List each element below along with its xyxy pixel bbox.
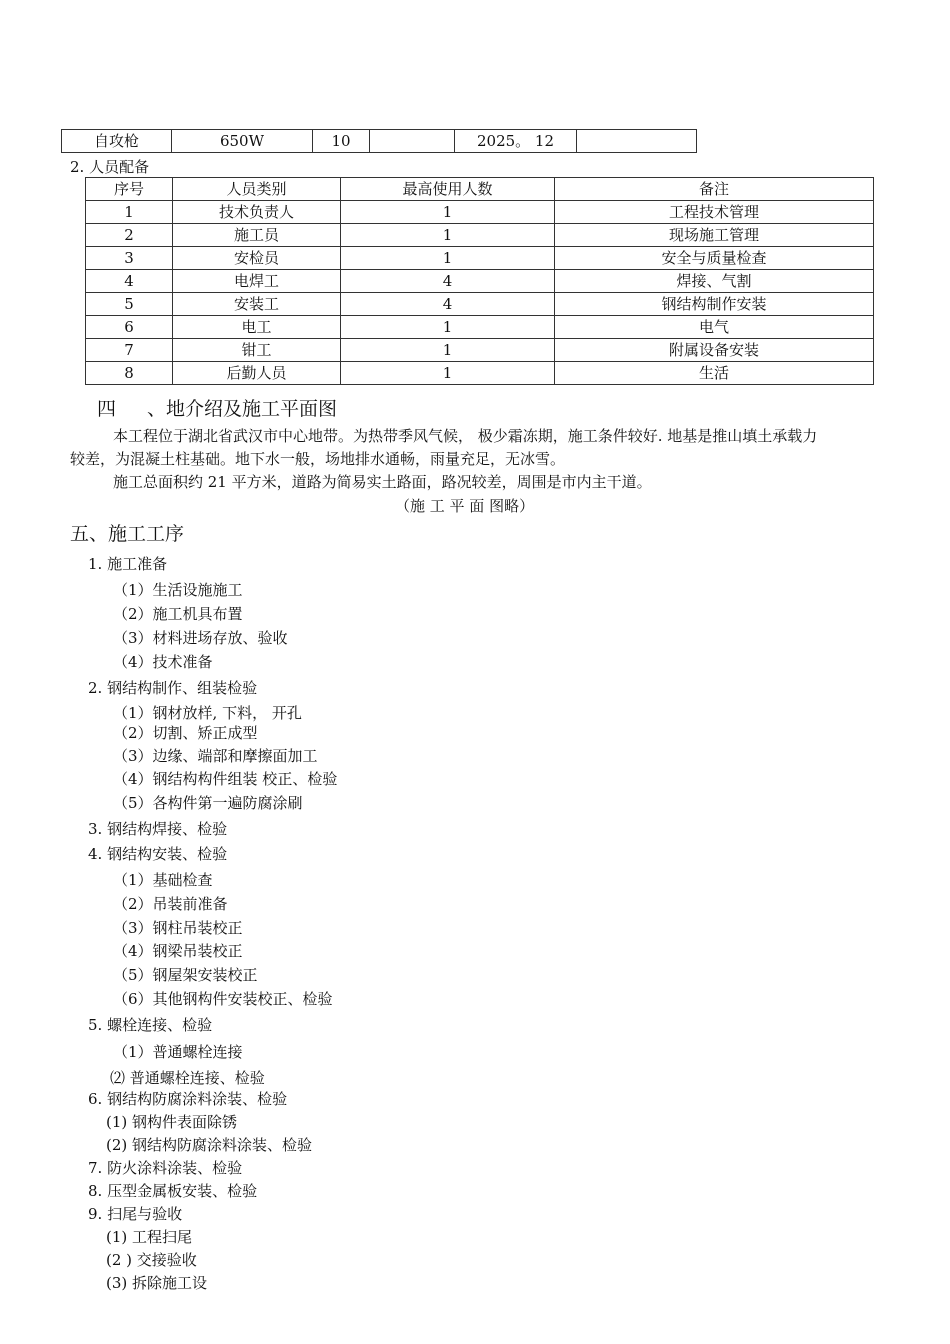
table-cell: 钢结构制作安装 <box>555 293 874 316</box>
list-item: （1）生活设施施工 <box>113 581 243 599</box>
list-item: (1) 工程扫尾 <box>106 1228 193 1246</box>
table-cell: 技术负责人 <box>173 201 341 224</box>
list-item: （2）施工机具布置 <box>113 605 243 623</box>
table-cell: 4 <box>86 270 173 293</box>
list-item: 7. 防火涂料涂装、检验 <box>88 1159 243 1177</box>
table-row <box>86 339 874 362</box>
table-cell: 自攻枪 <box>62 130 172 153</box>
list-item: 6. 钢结构防腐涂料涂装、检验 <box>88 1090 288 1108</box>
list-item: （1）普通螺栓连接 <box>113 1043 243 1061</box>
table-cell: 4 <box>341 270 555 293</box>
list-item: （2）切割、矫正成型 <box>113 724 258 742</box>
list-item: 9. 扫尾与验收 <box>88 1205 183 1223</box>
table-cell: 2025。 12 <box>455 130 577 153</box>
table-cell: 附属设备安装 <box>555 339 874 362</box>
paragraph-line: 本工程位于湖北省武汉市中心地带。为热带季风气候， 极少霜冻期，施工条件较好. 地基是推山填土承载力 <box>113 427 818 445</box>
table-row <box>86 201 874 224</box>
list-item: （5）各构件第一遍防腐涂刷 <box>113 794 303 812</box>
list-item: （4）技术准备 <box>113 653 213 671</box>
table-row <box>86 362 874 385</box>
table-cell: 10 <box>313 130 370 153</box>
list-item: （5）钢屋架安装校正 <box>113 966 258 984</box>
table-cell: 焊接、气割 <box>555 270 874 293</box>
figure-caption: （施 工 平 面 图略） <box>395 497 535 515</box>
list-item: (3) 拆除施工设 <box>106 1274 208 1292</box>
table-cell: 1 <box>341 316 555 339</box>
table-row <box>86 316 874 339</box>
table-cell: 施工员 <box>173 224 341 247</box>
table-header-cell: 备注 <box>555 178 874 201</box>
list-item: (1) 钢构件表面除锈 <box>106 1113 238 1131</box>
table-cell: 生活 <box>555 362 874 385</box>
list-item: (2) 钢结构防腐涂料涂装、检验 <box>106 1136 313 1154</box>
table-header-cell: 人员类别 <box>173 178 341 201</box>
list-item: (2 ) 交接验收 <box>106 1251 197 1269</box>
section-5-title: 五、施工工序 <box>70 523 185 545</box>
table-cell: 7 <box>86 339 173 362</box>
table-cell: 电气 <box>555 316 874 339</box>
table-cell: 钳工 <box>173 339 341 362</box>
table-cell: 1 <box>341 362 555 385</box>
table-header-cell: 最高使用人数 <box>341 178 555 201</box>
staff-table <box>85 177 874 385</box>
section-4-title: 、地介绍及施工平面图 <box>147 398 338 420</box>
list-item: （1）基础检查 <box>113 871 213 889</box>
list-item: 5. 螺栓连接、检验 <box>88 1016 213 1034</box>
table-cell: 安装工 <box>173 293 341 316</box>
table-cell: 3 <box>86 247 173 270</box>
table-cell: 安全与质量检查 <box>555 247 874 270</box>
list-item: （6）其他钢构件安装校正、检验 <box>113 990 333 1008</box>
table-row <box>86 293 874 316</box>
table-cell: 1 <box>341 224 555 247</box>
list-item: （4）钢结构构件组装 校正、检验 <box>113 770 338 788</box>
list-item: 4. 钢结构安装、检验 <box>88 845 228 863</box>
table-cell: 4 <box>341 293 555 316</box>
list-item: （3）边缘、端部和摩擦面加工 <box>113 747 318 765</box>
table-row <box>86 270 874 293</box>
table-cell: 1 <box>341 339 555 362</box>
table-header-cell: 序号 <box>86 178 173 201</box>
table-cell: 电工 <box>173 316 341 339</box>
table-cell: 5 <box>86 293 173 316</box>
table-row <box>86 247 874 270</box>
table-row <box>86 224 874 247</box>
table-header-row <box>86 178 874 201</box>
paragraph-line: 施工总面积约 21 平方米，道路为简易实土路面，路况较差，周围是市内主干道。 <box>113 473 652 491</box>
section-4-number: 四 <box>97 398 117 420</box>
table-cell: 6 <box>86 316 173 339</box>
table-cell <box>370 130 455 153</box>
list-item: （1）钢材放样, 下料， 开孔 <box>113 704 302 722</box>
list-item: 2. 钢结构制作、组装检验 <box>88 679 258 697</box>
list-item: （3）材料进场存放、验收 <box>113 629 288 647</box>
table-cell: 后勤人员 <box>173 362 341 385</box>
staff-heading: 2. 人员配备 <box>70 158 150 176</box>
list-item: 1. 施工准备 <box>88 555 168 573</box>
tools-table <box>61 129 697 153</box>
list-item: ⑵ 普通螺栓连接、检验 <box>110 1069 265 1087</box>
table-cell: 安检员 <box>173 247 341 270</box>
table-cell: 2 <box>86 224 173 247</box>
table-cell: 1 <box>341 201 555 224</box>
table-cell: 650W <box>172 130 313 153</box>
table-cell: 现场施工管理 <box>555 224 874 247</box>
table-cell: 工程技术管理 <box>555 201 874 224</box>
table-cell <box>577 130 697 153</box>
table-cell: 8 <box>86 362 173 385</box>
list-item: 8. 压型金属板安装、检验 <box>88 1182 258 1200</box>
list-item: （2）吊装前准备 <box>113 895 228 913</box>
list-item: （3）钢柱吊装校正 <box>113 919 243 937</box>
table-cell: 1 <box>341 247 555 270</box>
list-item: 3. 钢结构焊接、检验 <box>88 820 228 838</box>
paragraph-line: 较差，为混凝土柱基础。地下水一般，场地排水通畅，雨量充足，无冰雪。 <box>70 450 566 468</box>
table-cell: 电焊工 <box>173 270 341 293</box>
list-item: （4）钢梁吊装校正 <box>113 942 243 960</box>
table-row <box>62 130 697 153</box>
table-cell: 1 <box>86 201 173 224</box>
